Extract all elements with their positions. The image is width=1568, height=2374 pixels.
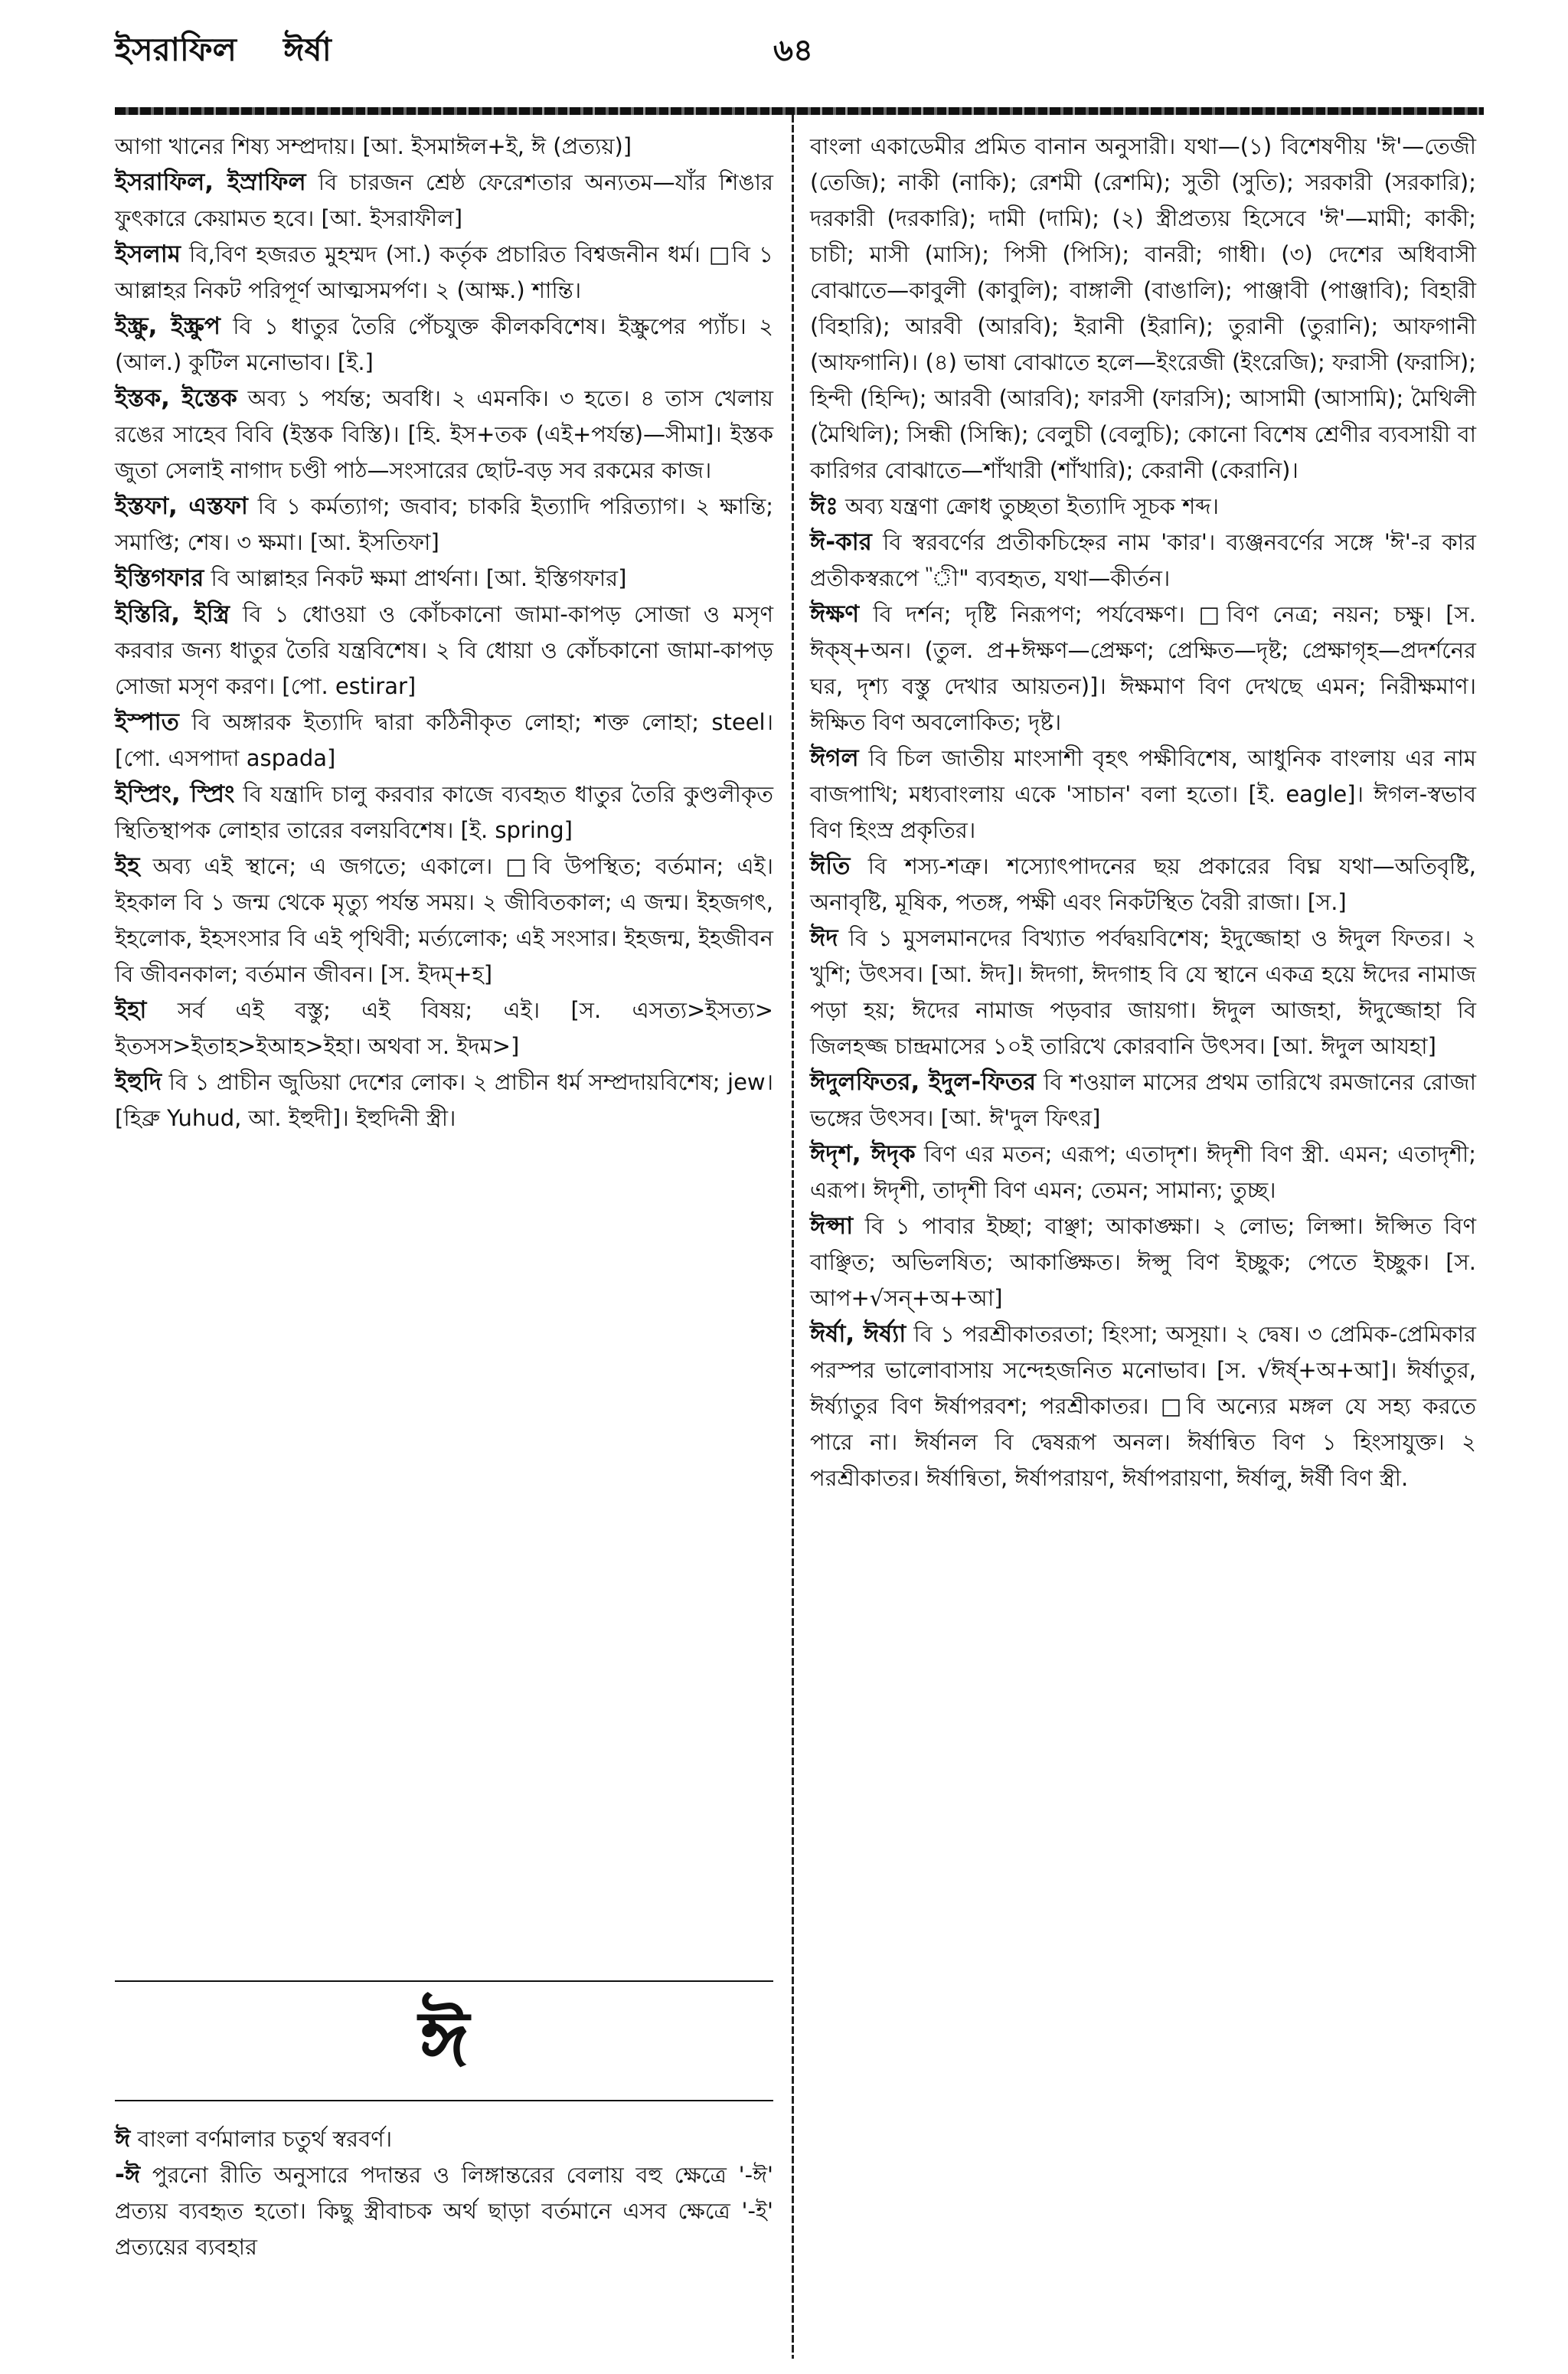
dictionary-entry bbox=[810, 597, 1476, 741]
entry-headword: ঈদৃশ, ঈদৃক bbox=[810, 1140, 916, 1168]
dictionary-entry bbox=[810, 1064, 1476, 1136]
entry-headword: ঈঃ bbox=[810, 492, 838, 520]
dictionary-entry bbox=[115, 849, 773, 992]
entry-definition: পুরনো রীতি অনুসারে পদান্তর ও লিঙ্গান্তরের বেলায় বহু ক্ষেত্রে '-ঈ' প্রত্যয় ব্যবহৃত হতো। কিছু স্ত্রীবাচক অর্থ ছাড়া বর্তমানে এসব ক্ষেত্রে '-ই' প্রত্যয়ের ব্যবহার bbox=[115, 2162, 773, 2260]
entry-headword: -ঈ bbox=[115, 2161, 141, 2189]
entry-definition: বি ১ পাবার ইচ্ছা; বাঞ্ছা; আকাঙ্ক্ষা। ২ লোভ; লিপ্সা। ঈপ্সিত বিণ বাঞ্ছিত; অভিলষিত; আকাঙ্ক্ষিত। ঈপ্সু বিণ ইচ্ছুক; পেতে ইচ্ছুক। [স. আপ+√সন্+অ+আ] bbox=[810, 1213, 1476, 1311]
entry-headword: ইহুদি bbox=[115, 1068, 162, 1096]
dictionary-entry bbox=[810, 489, 1476, 525]
entry-definition: বাংলা একাডেমীর প্রমিত বানান অনুসারী। যথা—(১) বিশেষণীয় 'ঈ'—তেজী (তেজি); নাকী (নাকি); রেশমী (রেশমি); সুতী (সুতি); সরকারী (সরকারি); দরকারী (দরকারি); দামী (দামি); (২) স্ত্রীপ্রত্যয় হিসেবে 'ঈ'—মামী; কাকী; চাচী; মাসী (মাসি); পিসী (পিসি); বানরী; গাধী। (৩) দেশের অধিবাসী বোঝাতে—কাবুলী (কাবুলি); বাঙ্গালী (বাঙালি); পাঞ্জাবী (পাঞ্জাবি); বিহারী (বিহারি); আরবী (আরবি); ইরানী (ইরানি); তুরানী (তুরানি); আফগানী (আফগানি)। (৪) ভাষা বোঝাতে হলে—ইংরেজী (ইংরেজি); ফরাসী (ফরাসি); হিন্দী (হিন্দি); আরবী (আরবি); ফারসী (ফারসি); আসামী (আসামি); মৈথিলী (মৈথিলি); সিন্ধী (সিন্ধি); বেলুচী (বেলুচি); কোনো বিশেষ শ্রেণীর ব্যবসায়ী বা কারিগর বোঝাতে—শাঁখারী (শাঁখারি); কেরানী (কেরানি)। bbox=[810, 133, 1476, 483]
dictionary-entry bbox=[115, 705, 773, 777]
dictionary-entry bbox=[115, 381, 773, 489]
guide-word-first: ইসরাফিল bbox=[115, 31, 237, 68]
entry-headword: ইসরাফিল, ইস্রাফিল bbox=[115, 168, 306, 196]
entry-headword: ইস্তিগফার bbox=[115, 564, 204, 592]
entry-headword: ঈদ bbox=[810, 924, 838, 952]
dictionary-entry bbox=[115, 309, 773, 381]
entry-definition: সর্ব এই বস্তু; এই বিষয়; এই। [স. এসত্য>ইসত্য> ইতসস>ইতাহ>ইআহ>ইহা। অথবা স. ইদম>] bbox=[115, 997, 773, 1059]
dictionary-entry bbox=[810, 525, 1476, 597]
entry-headword: ঈ-কার bbox=[810, 528, 872, 556]
dictionary-entry bbox=[810, 1316, 1476, 1496]
dictionary-entry bbox=[115, 2157, 773, 2265]
column-divider bbox=[792, 115, 794, 2359]
dictionary-entry bbox=[115, 129, 773, 165]
entry-definition: বি ১ প্রাচীন জুডিয়া দেশের লোক। ২ প্রাচীন ধর্ম সম্প্রদায়বিশেষ; jew। [হিব্রু Yuhud, আ. ইহুদী]। ইহুদিনী স্ত্রী। bbox=[115, 1069, 773, 1131]
dictionary-entry bbox=[115, 2121, 773, 2157]
entry-definition: বি,বিণ হজরত মুহম্মদ (সা.) কর্তৃক প্রচারিত বিশ্বজনীন ধর্ম। □বি ১ আল্লাহর নিকট পরিপূর্ণ আত্মসমর্পণ। ২ (আক্ষ.) শান্তি। bbox=[115, 241, 773, 303]
dictionary-entry bbox=[115, 777, 773, 849]
entry-headword: ইস্তিরি, ইস্ত্রি bbox=[115, 600, 230, 628]
page-header bbox=[115, 25, 1484, 86]
entry-definition: বি ১ ধাতুর তৈরি পেঁচযুক্ত কীলকবিশেষ। ইস্ক্রুপের প্যাঁচ। ২ (আল.) কুটিল মনোভাব। [ই.] bbox=[115, 313, 773, 375]
entry-headword: ইস্ক্রু, ইস্ক্রুপ bbox=[115, 312, 220, 340]
dictionary-entry bbox=[115, 237, 773, 309]
entry-definition: বি ১ ধোওয়া ও কোঁচকানো জামা-কাপড় সোজা ও মসৃণ করবার জন্য ধাতুর তৈরি যন্ত্রবিশেষ। ২ বি ধোয়া ও কোঁচকানো জামা-কাপড় সোজা মসৃণ করণ। [পো. estirar] bbox=[115, 601, 773, 699]
entry-definition: বি ১ পরশ্রীকাতরতা; হিংসা; অসূয়া। ২ দ্বেষ। ৩ প্রেমিক-প্রেমিকার পরস্পর ভালোবাসায় সন্দেহজনিত মনোভাব। [স. √ঈর্ষ্+অ+আ]। ঈর্ষাতুর, ঈর্ষ্যাতুর বিণ ঈর্ষাপরবশ; পরশ্রীকাতর। □বি অন্যের মঙ্গল যে সহ্য করতে পারে না। ঈর্ষানল বি দ্বেষরূপ অনল। ঈর্ষান্বিত বিণ ১ হিংসাযুক্ত। ২ পরশ্রীকাতর। ঈর্ষান্বিতা, ঈর্ষাপরায়ণ, ঈর্ষাপরায়ণা, ঈর্ষালু, ঈর্ষী বিণ স্ত্রী. bbox=[810, 1321, 1476, 1491]
dictionary-entry bbox=[810, 1136, 1476, 1208]
entry-headword: ইস্প্রিং, স্প্রিং bbox=[115, 780, 235, 808]
entry-definition: বি শস্য-শত্রু। শস্যোৎপাদনের ছয় প্রকারের বিঘ্ন যথা—অতিবৃষ্টি, অনাবৃষ্টি, মূষিক, পতঙ্গ, পক্ষী এবং নিকটস্থিত বৈরী রাজা। [স.] bbox=[810, 853, 1476, 915]
dictionary-entry bbox=[810, 129, 1476, 489]
entry-headword: ঈগল bbox=[810, 744, 859, 772]
entry-definition: বাংলা বর্ণমালার চতুর্থ স্বরবর্ণ। bbox=[130, 2126, 393, 2152]
section-letter-block bbox=[115, 1980, 773, 2101]
entry-headword: ঈর্ষা, ঈর্ষ্যা bbox=[810, 1320, 906, 1348]
right-column bbox=[810, 129, 1476, 2357]
dictionary-entry bbox=[810, 920, 1476, 1064]
section-letter: ঈ bbox=[419, 1994, 469, 2084]
entry-headword: ইহ bbox=[115, 852, 140, 880]
entry-definition: বি চিল জাতীয় মাংসাশী বৃহৎ পক্ষীবিশেষ, আধুনিক বাংলায় এর নাম বাজপাখি; মধ্যবাংলায় একে 'সাচান' বলা হতো। [ই. eagle]। ঈগল-স্বভাব বিণ হিংস্র প্রকৃতির। bbox=[810, 745, 1476, 843]
entry-headword: ইস্তফা, এস্তফা bbox=[115, 492, 248, 520]
guide-word-last: ঈর্ষা bbox=[283, 31, 332, 68]
entry-definition: বি ১ মুসলমানদের বিখ্যাত পর্বদ্বয়বিশেষ; ইদুজ্জোহা ও ঈদুল ফিতর। ২ খুশি; উৎসব। [আ. ঈদ]। ঈদগা, ঈদগাহ বি যে স্থানে একত্র হয়ে ঈদের নামাজ পড়া হয়; ঈদের নামাজ পড়বার জায়গা। ঈদুল আজহা, ঈদুজ্জোহা বি জিলহজ্জ চান্দ্রমাসের ১০ই তারিখে কোরবানি উৎসব। [আ. ঈদুল আযহা] bbox=[810, 925, 1476, 1059]
dictionary-entry bbox=[810, 849, 1476, 920]
dictionary-entry bbox=[115, 992, 773, 1064]
entry-headword: ঈদুলফিতর, ইদুল-ফিতর bbox=[810, 1068, 1037, 1096]
entry-definition: বি যন্ত্রাদি চালু করবার কাজে ব্যবহৃত ধাতুর তৈরি কুণ্ডলীকৃত স্থিতিস্থাপক লোহার তারের বলয়বিশেষ। [ই. spring] bbox=[115, 781, 773, 843]
entry-headword: ঈপ্সা bbox=[810, 1212, 854, 1240]
entry-headword: ঈ bbox=[115, 2125, 131, 2153]
dictionary-entry bbox=[115, 597, 773, 705]
dictionary-entry bbox=[810, 1208, 1476, 1316]
entry-definition: আগা খানের শিষ্য সম্প্রদায়। [আ. ইসমাঈল+ই, ঈ (প্রত্যয়)] bbox=[115, 133, 632, 159]
entry-definition: বি অঙ্গারক ইত্যাদি দ্বারা কঠিনীকৃত লোহা; শক্ত লোহা; steel। [পো. এসপাদা aspada] bbox=[115, 709, 773, 771]
entry-definition: বি দর্শন; দৃষ্টি নিরূপণ; পর্যবেক্ষণ। □বিণ নেত্র; নয়ন; চক্ষু। [স. ঈক্ষ্+অন। (তুল. প্র+ঈক্ষণ—প্রেক্ষণ; প্রেক্ষিত—দৃষ্ট; প্রেক্ষাগৃহ—প্রদর্শনের ঘর, দৃশ্য বস্তু দেখার আয়তন)]। ঈক্ষমাণ বিণ দেখছে এমন; নিরীক্ষমাণ। ঈক্ষিত বিণ অবলোকিত; দৃষ্ট। bbox=[810, 601, 1476, 735]
header-rule bbox=[115, 107, 1484, 115]
entry-definition: বিণ এর মতন; এরূপ; এতাদৃশ। ঈদৃশী বিণ স্ত্রী. এমন; এতাদৃশী; এরূপ। ঈদৃশী, তাদৃশী বিণ এমন; তেমন; সামান্য; তুচ্ছ। bbox=[810, 1141, 1476, 1203]
entry-definition: বি স্বরবর্ণের প্রতীকচিহ্নের নাম 'কার'। ব্যঞ্জনবর্ণের সঙ্গে 'ঈ'-র কার প্রতীকস্বরূপে "ী" ব্যবহৃত, যথা—কীর্তন। bbox=[810, 529, 1476, 591]
entry-definition: বি শওয়াল মাসের প্রথম তারিখে রমজানের রোজা ভঙ্গের উৎসব। [আ. ঈ'দুল ফিৎর] bbox=[810, 1069, 1476, 1131]
entry-definition: অব্য যন্ত্রণা ক্রোধ তুচ্ছতা ইত্যাদি সূচক শব্দ। bbox=[838, 493, 1219, 519]
entry-headword: ইসলাম bbox=[115, 240, 181, 268]
entry-headword: ঈতি bbox=[810, 852, 851, 880]
entry-definition: বি ১ কর্মত্যাগ; জবাব; চাকরি ইত্যাদি পরিত্যাগ। ২ ক্ষান্তি; সমাপ্তি; শেষ। ৩ ক্ষমা। [আ. ইসতিফা] bbox=[115, 493, 773, 555]
left-column-continued bbox=[115, 2121, 773, 2265]
page-number: ৬৪ bbox=[773, 33, 813, 68]
entry-definition: বি চারজন শ্রেষ্ঠ ফেরেশতার অন্যতম—যাঁর শিঙার ফুৎকারে কেয়ামত হবে। [আ. ইসরাফীল] bbox=[115, 169, 773, 231]
section-rule-top bbox=[115, 1980, 773, 1982]
dictionary-entry bbox=[810, 741, 1476, 849]
dictionary-entry bbox=[115, 561, 773, 597]
entry-definition: অব্য ১ পর্যন্ত; অবধি। ২ এমনকি। ৩ হতে। ৪ তাস খেলায় রঙের সাহেব বিবি (ইস্তক বিস্তি)। [হি. ইস+তক (এই+পর্যন্ত)—সীমা]। ইস্তক জুতা সেলাই নাগাদ চণ্ডী পাঠ—সংসারের ছোট-বড় সব রকমের কাজ। bbox=[115, 385, 773, 483]
entry-headword: ইস্পাত bbox=[115, 708, 179, 736]
entry-headword: ঈক্ষণ bbox=[810, 600, 860, 628]
entry-definition: বি আল্লাহর নিকট ক্ষমা প্রার্থনা। [আ. ইস্তিগফার] bbox=[204, 565, 627, 591]
section-rule-bottom bbox=[115, 2100, 773, 2101]
dictionary-entry bbox=[115, 165, 773, 237]
entry-headword: ইহা bbox=[115, 996, 147, 1024]
dictionary-entry bbox=[115, 1064, 773, 1136]
entry-definition: অব্য এই স্থানে; এ জগতে; একালে। □বি উপস্থিত; বর্তমান; এই। ইহকাল বি ১ জন্ম থেকে মৃত্যু পর্যন্ত সময়। ২ জীবিতকাল; এ জন্ম। ইহজগৎ, ইহলোক, ইহসংসার বি এই পৃথিবী; মর্ত্যলোক; এই সংসার। ইহজন্ম, ইহজীবন বি জীবনকাল; বর্তমান জীবন। [স. ইদম্+হ] bbox=[115, 853, 773, 987]
dictionary-entry bbox=[115, 489, 773, 561]
entry-headword: ইস্তক, ইস্তেক bbox=[115, 384, 237, 412]
